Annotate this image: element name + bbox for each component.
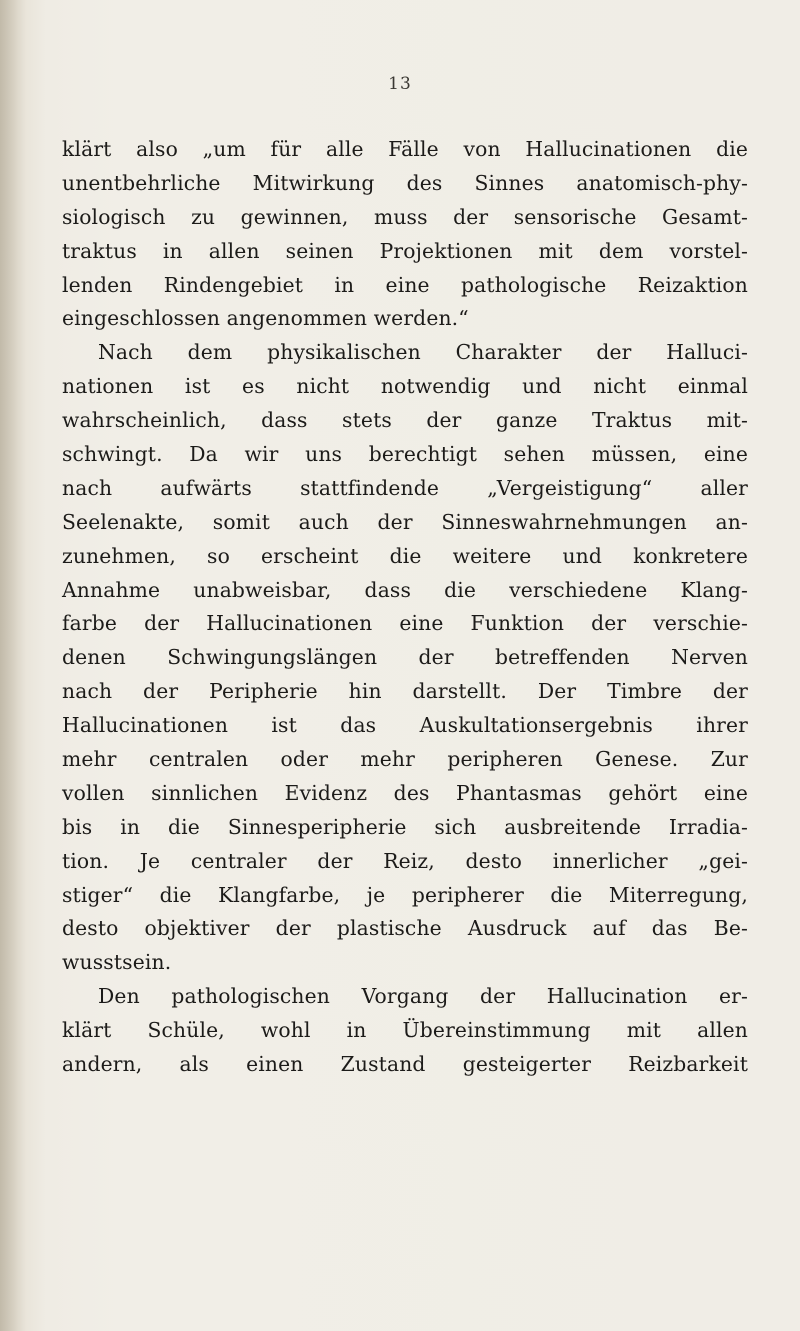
text-line: farbe der Hallucinationen eine Funktion der verschie- (62, 611, 748, 636)
page-number: 13 (388, 74, 412, 94)
text-line: wahrscheinlich, dass stets der ganze Traktus mit- (62, 408, 748, 433)
text-line: Annahme unabweisbar, dass die verschiedene Klang- (62, 577, 748, 602)
text-line: mehr centralen oder mehr peripheren Genese. Zur (62, 747, 748, 772)
text-line: zunehmen, so erscheint die weitere und konkretere (62, 543, 748, 568)
text-line: Seelenakte, somit auch der Sinneswahrnehmungen an- (62, 509, 748, 534)
text-line: Nach dem physikalischen Charakter der Halluci- (98, 340, 748, 365)
text-line: wusstsein. (62, 950, 172, 975)
text-line: andern, als einen Zustand gesteigerter Reizbarkeit (62, 1052, 748, 1077)
gutter-shadow (0, 0, 26, 1331)
text-line: traktus in allen seinen Projektionen mit dem vorstel- (62, 238, 748, 263)
text-line: schwingt. Da wir uns berechtigt sehen müssen, eine (62, 442, 748, 467)
text-line: klärt also „um für alle Fälle von Hallucinationen die (62, 137, 748, 161)
body-text (62, 133, 748, 1082)
text-line: unentbehrliche Mitwirkung des Sinnes anatomisch-phy- (62, 170, 748, 195)
text-line: nach der Peripherie hin darstellt. Der Timbre der (62, 679, 748, 704)
text-line: eingeschlossen angenommen werden.“ (62, 306, 469, 331)
text-line: lenden Rindengebiet in eine pathologische Reizaktion (62, 272, 748, 297)
text-line: Den pathologischen Vorgang der Hallucination er- (98, 984, 748, 1009)
text-line: stiger“ die Klangfarbe, je peripherer die Miterregung, (62, 882, 748, 907)
text-line: denen Schwingungslängen der betreffenden Nerven (62, 645, 748, 670)
text-line: vollen sinnlichen Evidenz des Phantasmas gehört eine (62, 780, 748, 805)
text-line: nach aufwärts stattfindende „Vergeistigung“ aller (62, 475, 748, 500)
text-line: bis in die Sinnesperipherie sich ausbreitende Irradia- (62, 814, 748, 839)
text-line: siologisch zu gewinnen, muss der sensorische Gesamt- (62, 204, 748, 229)
text-line: nationen ist es nicht notwendig und nicht einmal (62, 374, 748, 399)
text-line: tion. Je centraler der Reiz, desto innerlicher „gei- (62, 848, 748, 873)
text-line: klärt Schüle, wohl in Übereinstimmung mit allen (62, 1018, 748, 1043)
text-line: desto objektiver der plastische Ausdruck auf das Be- (62, 916, 748, 941)
text-line: Hallucinationen ist das Auskultationsergebnis ihrer (62, 713, 748, 738)
